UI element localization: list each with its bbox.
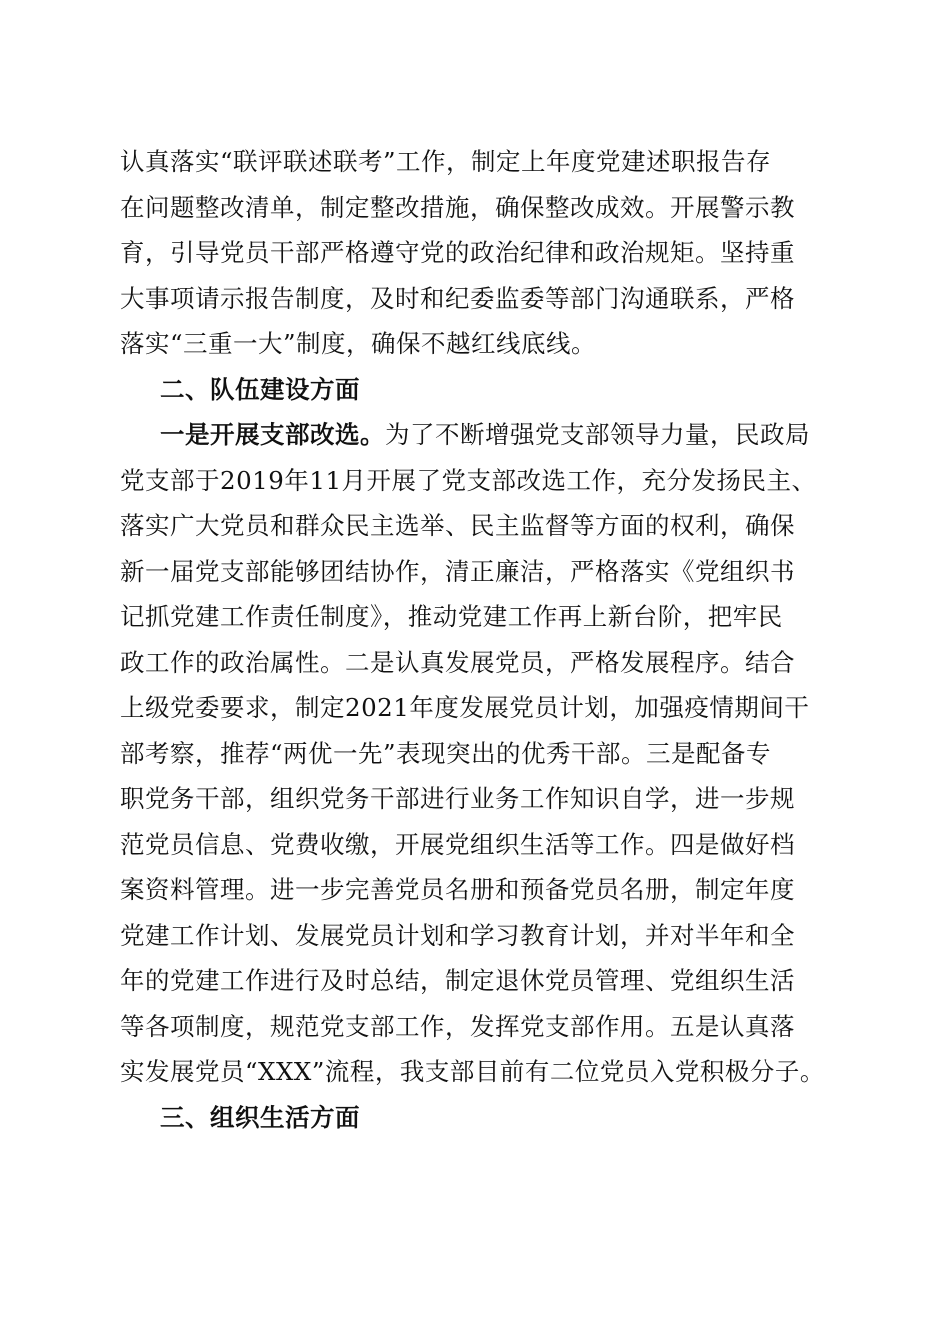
- text-line-first: [160, 418, 810, 452]
- section-heading-3: 三、组织生活方面: [160, 1103, 360, 1132]
- text-line: 上级党委要求，制定2021年度发展党员计划，加强疫情期间干: [120, 693, 810, 722]
- text-line: 认真落实“联评联述联考”工作，制定上年度党建述职报告存: [120, 147, 772, 176]
- text-line: 育，引导党员干部严格遵守党的政治纪律和政治规矩。坚持重: [120, 238, 795, 267]
- text-line: 大事项请示报告制度，及时和纪委监委等部门沟通联系，严格: [120, 284, 795, 313]
- section-heading-2: 二、队伍建设方面: [160, 375, 360, 404]
- text-line: 党建工作计划、发展党员计划和学习教育计划，并对半年和全: [120, 921, 795, 950]
- text-line: 落实广大党员和群众民主选举、民主监督等方面的权利，确保: [120, 511, 795, 540]
- text-line: 等各项制度，规范党支部工作，发挥党支部作用。五是认真落: [120, 1012, 795, 1041]
- text-line: 职党务干部，组织党务干部进行业务工作知识自学，进一步规: [120, 784, 795, 813]
- text-line: 政工作的政治属性。二是认真发展党员，严格发展程序。结合: [120, 648, 795, 677]
- text-run: 为了不断增强党支部领导力量，民政局: [385, 420, 810, 449]
- text-line: 党支部于2019年11月开展了党支部改选工作，充分发扬民主、: [120, 466, 817, 495]
- text-line: 范党员信息、党费收缴，开展党组织生活等工作。四是做好档: [120, 830, 795, 859]
- text-line: 案资料管理。进一步完善党员名册和预备党员名册，制定年度: [120, 875, 795, 904]
- text-line: 年的党建工作进行及时总结，制定退休党员管理、党组织生活: [120, 966, 795, 995]
- text-line: 实发展党员“XXX”流程，我支部目前有二位党员入党积极分子。: [120, 1057, 825, 1086]
- text-line: 在问题整改清单，制定整改措施，确保整改成效。开展警示教: [120, 193, 795, 222]
- text-line: 新一届党支部能够团结协作，清正廉洁，严格落实《党组织书: [120, 557, 795, 586]
- bold-lead: 一是开展支部改选。: [160, 420, 385, 449]
- text-line: 落实“三重一大”制度，确保不越红线底线。: [120, 329, 597, 358]
- text-line: 部考察，推荐“两优一先”表现突出的优秀干部。三是配备专: [120, 739, 772, 768]
- text-line: 记抓党建工作责任制度》，推动党建工作再上新台阶，把牢民: [120, 602, 783, 631]
